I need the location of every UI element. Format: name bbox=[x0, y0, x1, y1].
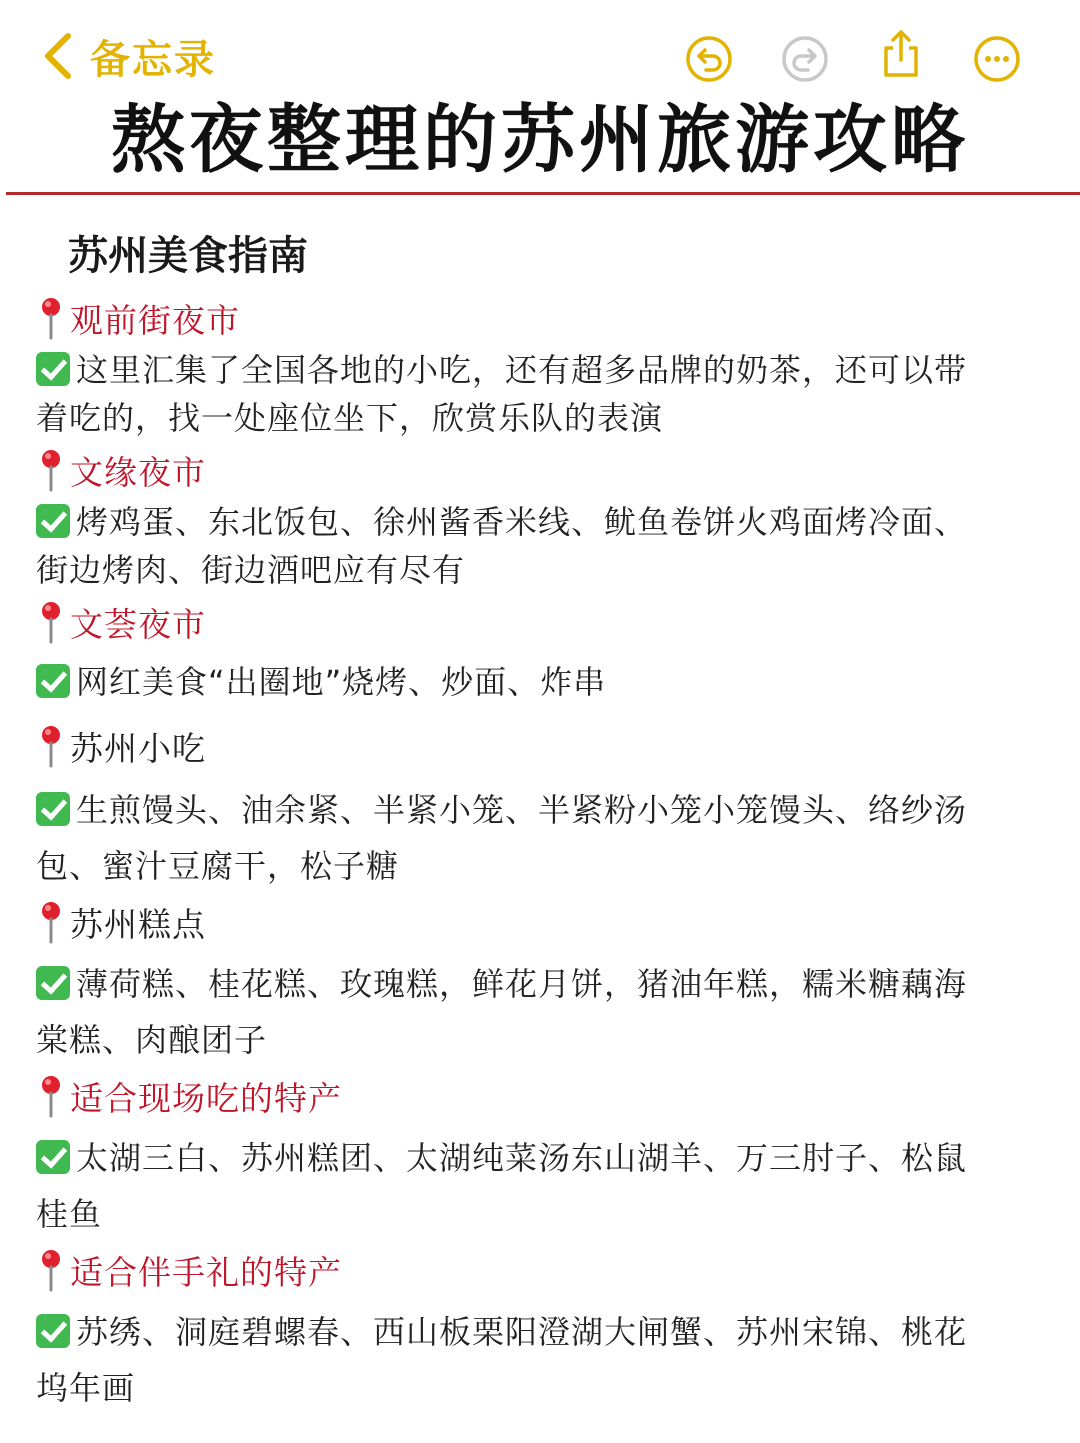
pin-icon bbox=[36, 296, 66, 340]
undo-button[interactable] bbox=[684, 34, 734, 84]
redo-icon bbox=[780, 34, 830, 84]
check-icon bbox=[36, 792, 70, 826]
title-divider bbox=[6, 192, 1080, 195]
item-heading bbox=[36, 444, 996, 496]
item-title: 苏州糕点 bbox=[70, 904, 206, 944]
item-heading bbox=[36, 1070, 996, 1122]
more-button[interactable] bbox=[972, 34, 1022, 84]
pin-icon bbox=[36, 448, 66, 492]
check-icon bbox=[36, 352, 70, 386]
pin-icon bbox=[36, 1074, 66, 1118]
item-title: 观前街夜市 bbox=[70, 300, 240, 340]
more-icon bbox=[972, 34, 1022, 84]
check-icon bbox=[36, 504, 70, 538]
note-content[interactable] bbox=[36, 292, 996, 1416]
item-description bbox=[36, 498, 996, 594]
item-description bbox=[36, 658, 996, 706]
item-heading bbox=[36, 896, 996, 948]
item-description bbox=[36, 1304, 996, 1416]
item-title: 适合伴手礼的特产 bbox=[70, 1252, 342, 1292]
item-heading bbox=[36, 292, 996, 344]
pin-icon bbox=[36, 600, 66, 644]
item-heading bbox=[36, 720, 996, 772]
item-title: 苏州小吃 bbox=[70, 728, 206, 768]
item-title: 文缘夜市 bbox=[70, 452, 206, 492]
top-toolbar bbox=[0, 0, 1080, 100]
item-heading bbox=[36, 596, 996, 648]
check-icon bbox=[36, 1314, 70, 1348]
item-heading bbox=[36, 1244, 996, 1296]
share-button[interactable] bbox=[876, 28, 926, 78]
item-description bbox=[36, 782, 996, 894]
back-label: 备忘录 bbox=[90, 36, 216, 83]
check-icon bbox=[36, 966, 70, 1000]
back-button[interactable] bbox=[40, 28, 216, 84]
item-description-text: 苏绣、洞庭碧螺春、西山板栗阳澄湖大闸蟹、苏州宋锦、桃花坞年画 bbox=[36, 1313, 968, 1407]
pin-icon bbox=[36, 900, 66, 944]
pin-icon bbox=[36, 724, 66, 768]
item-description-text: 生煎馒头、油余紧、半紧小笼、半紧粉小笼小笼馒头、络纱汤包、蜜汁豆腐干，松子糖 bbox=[36, 791, 968, 885]
check-icon bbox=[36, 664, 70, 698]
item-description-text: 这里汇集了全国各地的小吃，还有超多品牌的奶茶，还可以带着吃的，找一处座位坐下，欣赏乐队的表演 bbox=[36, 351, 968, 437]
check-icon bbox=[36, 1140, 70, 1174]
pin-icon bbox=[36, 1248, 66, 1292]
chevron-left-icon bbox=[40, 30, 76, 82]
item-description bbox=[36, 346, 996, 442]
item-title: 适合现场吃的特产 bbox=[70, 1078, 342, 1118]
item-description bbox=[36, 956, 996, 1068]
item-description-text: 烤鸡蛋、东北饭包、徐州酱香米线、鱿鱼卷饼火鸡面烤冷面、街边烤肉、街边酒吧应有尽有 bbox=[36, 503, 968, 589]
item-description-text: 太湖三白、苏州糕团、太湖纯菜汤东山湖羊、万三肘子、松鼠桂鱼 bbox=[36, 1139, 968, 1233]
item-description-text: 网红美食“出圈地”烧烤、炒面、炸串 bbox=[76, 663, 607, 701]
section-title: 苏州美食指南 bbox=[68, 233, 308, 279]
item-description-text: 薄荷糕、桂花糕、玫瑰糕，鲜花月饼，猪油年糕，糯米糖藕海棠糕、肉酿团子 bbox=[36, 965, 968, 1059]
redo-button[interactable] bbox=[780, 34, 830, 84]
item-description bbox=[36, 1130, 996, 1242]
page-title: 熬夜整理的苏州旅游攻略 bbox=[111, 97, 969, 183]
undo-icon bbox=[684, 34, 734, 84]
item-title: 文荟夜市 bbox=[70, 604, 206, 644]
share-icon bbox=[876, 28, 926, 78]
